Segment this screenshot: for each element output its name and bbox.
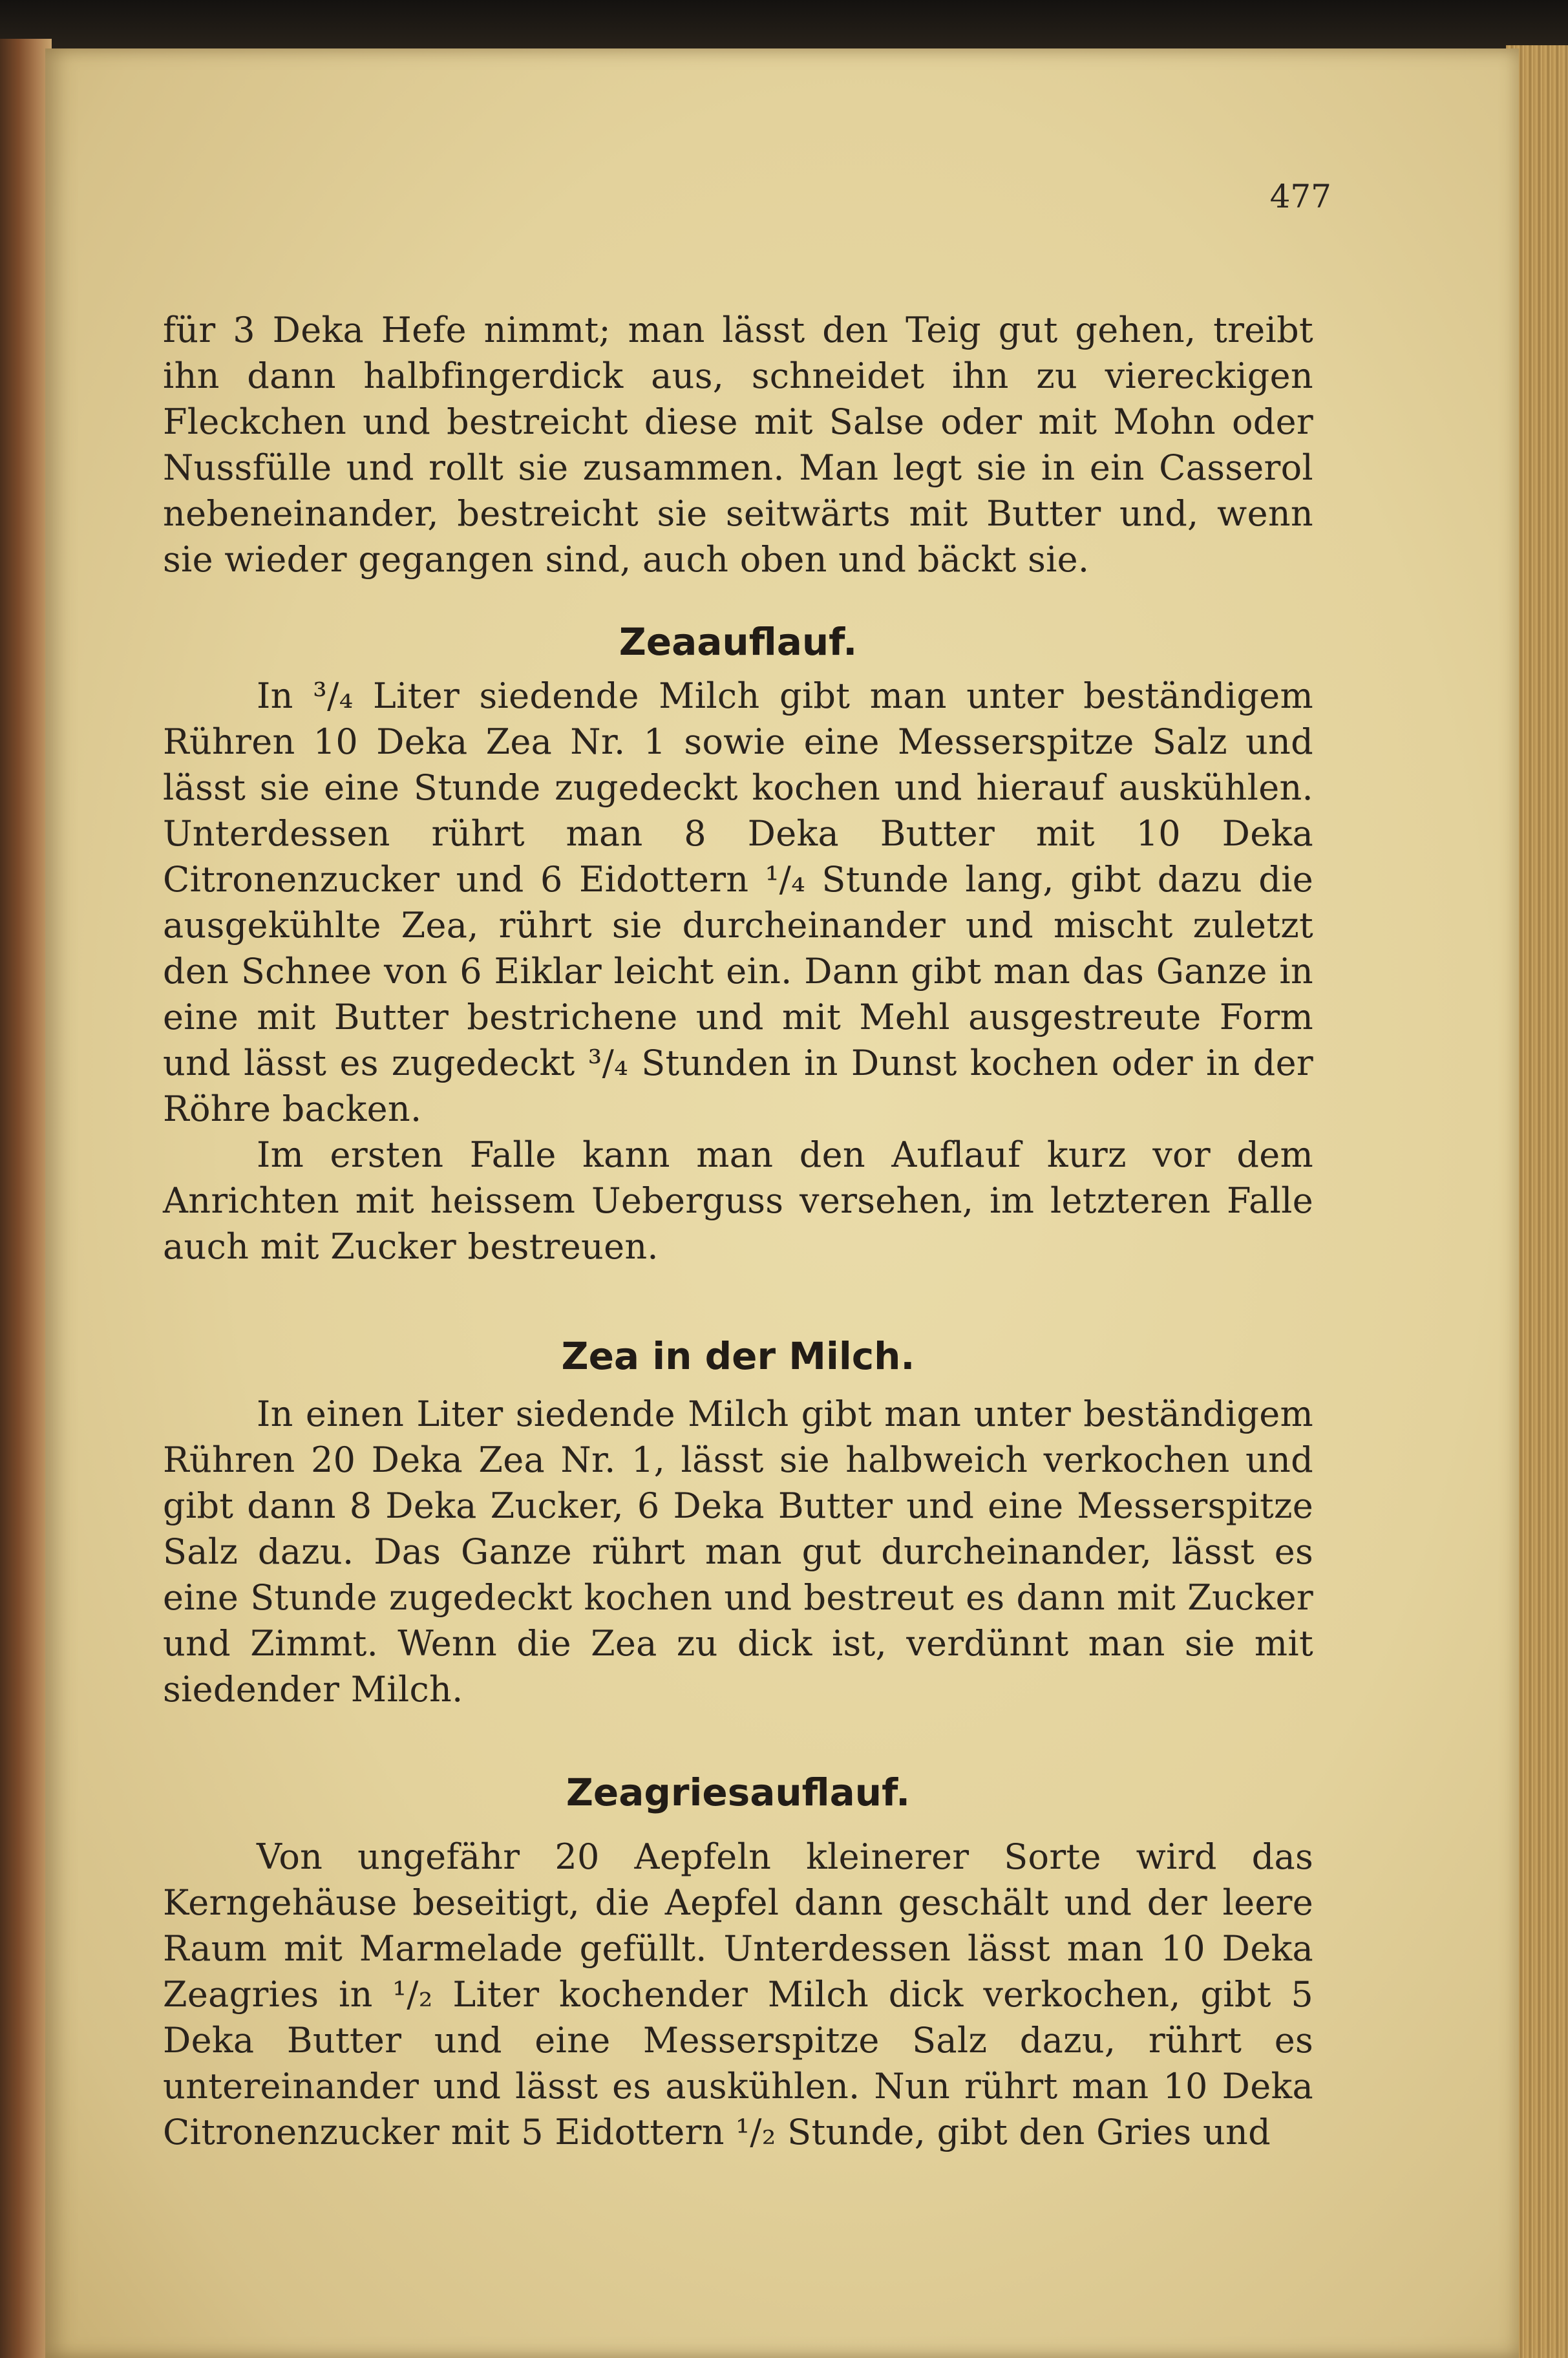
page-text — [163, 307, 1313, 2155]
book-page — [45, 48, 1519, 2358]
paragraph-continuation: für 3 Deka Hefe nimmt; man lässt den Teig gut gehen, treibt ihn dann halbfingerdick aus, schneidet ihn zu viereckigen Fleckchen und bestreicht diese mit Salse oder mit Mohn oder Nussfülle und rollt sie zusammen. Man legt sie in ein Casserol nebeneinander, bestreicht sie seitwärts mit Butter und, wenn sie wieder gegangen sind, auch oben und bäckt sie. — [163, 310, 1313, 580]
page-number: 477 — [1269, 178, 1331, 215]
paragraph-zea-milch: In einen Liter siedende Milch gibt man unter beständigem Rühren 20 Deka Zea Nr. 1, lässt sie halbweich verkochen und gibt dann 8 Deka Zucker, 6 Deka Butter und eine Messerspitze Salz dazu. Das Ganze rührt man gut durcheinander, lässt es eine Stunde zugedeckt kochen und bestreut es dann mit Zucker und Zimmt. Wenn die Zea zu dick ist, verdünnt man sie mit siedender Milch. — [163, 1394, 1313, 1710]
paragraph-zeaauflauf-1: In ³/₄ Liter siedende Milch gibt man unter beständigem Rühren 10 Deka Zea Nr. 1 sowie eine Messerspitze Salz und lässt sie eine Stunde zugedeckt kochen und hierauf auskühlen. Unterdessen rührt man 8 Deka Butter mit 10 Deka Citronenzucker und 6 Eidottern ¹/₄ Stunde lang, gibt dazu die ausgekühlte Zea, rührt sie durcheinander und mischt zuletzt den Schnee von 6 Eiklar leicht ein. Dann gibt man das Ganze in eine mit Butter bestrichene und mit Mehl ausgestreute Form und lässt es zugedeckt ³/₄ Stunden in Dunst kochen oder in der Röhre backen. — [163, 675, 1313, 1129]
paragraph-zeagriesauflauf: Von ungefähr 20 Aepfeln kleinerer Sorte wird das Kerngehäuse beseitigt, die Aepfel dann geschält und der leere Raum mit Marmelade gefüllt. Unterdessen lässt man 10 Deka Zeagries in ¹/₂ Liter kochender Milch dick verkochen, gibt 5 Deka Butter und eine Messerspitze Salz dazu, rührt es untereinander und lässt es auskühlen. Nun rührt man 10 Deka Citronenzucker mit 5 Eidottern ¹/₂ Stunde, gibt den Gries und — [163, 1836, 1313, 2152]
book-binding — [0, 39, 52, 2358]
heading-zeaauflauf: Zeaauflauf. — [619, 620, 858, 664]
heading-zeagriesauflauf: Zeagriesauflauf. — [566, 1770, 911, 1814]
paragraph-zeaauflauf-2: Im ersten Falle kann man den Auflauf kurz vor dem Anrichten mit heissem Ueberguss versehen, im letzteren Falle auch mit Zucker bestreuen. — [163, 1134, 1313, 1267]
heading-zea-in-der-milch: Zea in der Milch. — [561, 1334, 915, 1378]
